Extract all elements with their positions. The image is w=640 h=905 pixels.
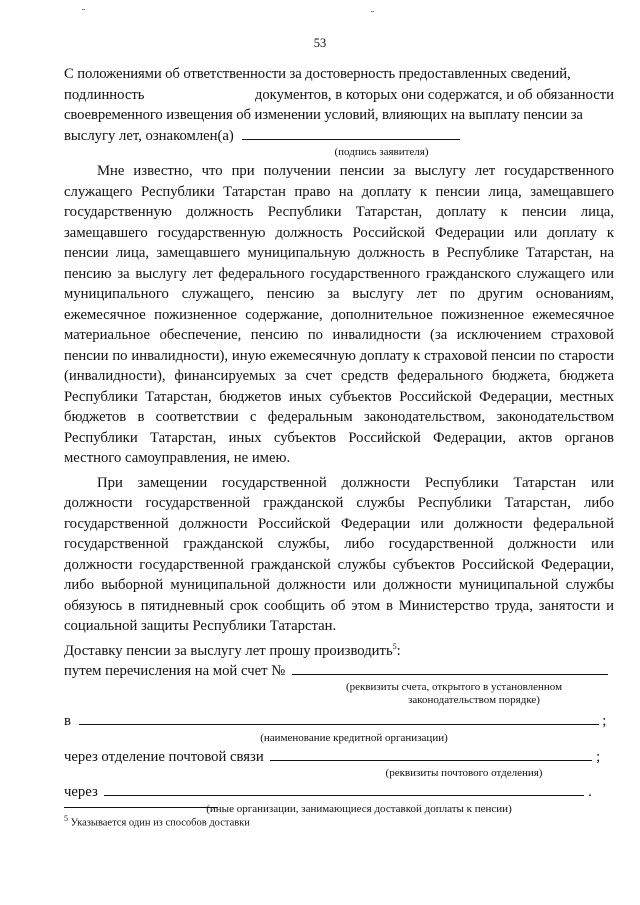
- other-row: [64, 782, 614, 803]
- caption-line: законодательством порядке): [408, 694, 540, 707]
- other-caption: (иные организации, занимающиеся доставкой доплаты к пенсии): [206, 802, 512, 815]
- signature-line: [64, 126, 614, 147]
- footnote-mark: 5: [392, 641, 397, 651]
- signature-field[interactable]: [242, 126, 460, 140]
- text-fragment: выслугу лет, ознакомлен(а): [64, 127, 234, 144]
- text-fragment: .: [588, 784, 592, 801]
- document-body: [64, 64, 614, 816]
- bank-caption: (наименование кредитной организации): [260, 731, 448, 744]
- text-fragment: ;: [602, 713, 607, 730]
- account-number-field[interactable]: [292, 661, 608, 675]
- bank-prefix: в: [64, 713, 71, 730]
- footnote-divider: [64, 807, 218, 808]
- signature-caption: (подпись заявителя): [334, 146, 429, 158]
- text-fragment: документов, в которых они содержатся, и об обязанности: [254, 86, 614, 103]
- acknowledgement-paragraph: [64, 64, 614, 159]
- page-number: 53: [313, 36, 327, 50]
- obligation-paragraph: При замещении государственной должности Республики Татарстан или должности государственной гражданской службы Республики Татарстан, либо государственной должности Российской Федерации или должности федеральной государственной гражданской службы, либо государственной должности или должности государственной гражданской службы субъектов Российской Федерации, либо выборной муниципальной должности или должности муниципальной службы обязуюсь в пятидневный срок сообщить об этом в Министерство труда, занятости и социальной защиты Республики Татарстан.: [64, 474, 614, 634]
- text-line: [64, 85, 614, 106]
- text-line: своевременного извещения об изменении условий, влияющих на выплату пенсии за: [64, 107, 583, 123]
- post-row: [64, 747, 614, 768]
- post-office-field[interactable]: [270, 747, 592, 761]
- footnote-number: 5: [64, 814, 68, 823]
- text-fragment: Доставку пенсии за выслугу лет прошу производить: [64, 642, 393, 659]
- caption-line: (реквизиты счета, открытого в установленном: [345, 681, 563, 694]
- delivery-intro: [64, 637, 614, 661]
- text-fragment: :: [396, 642, 401, 659]
- other-organization-field[interactable]: [104, 782, 584, 796]
- bank-row: [64, 711, 614, 732]
- footnote-text: Указывается один из способов доставки: [70, 817, 250, 829]
- scan-speck: [371, 11, 374, 12]
- statement-paragraph: Мне известно, что при получении пенсии за выслугу лет государственного служащего Республики Татарстан право на доплату к пенсии лица, замещавшего государственную должность Республики Татарстан, доплату к пенсии лица, замещавшего государственную должность Российской Федерации или доплату к пенсии лица, замещавшего муниципальную должность в Республике Татарстан, на пенсию за выслугу лет федерального государственного гражданского служащего или муниципального служащего, пенсию за выслугу лет по другим основаниям, ежемесячное пожизненное содержание, дополнительное пожизненное ежемесячное материальное обеспечение, пенсию по инвалидности (за исключением страховой пенсии по инвалидности), иную ежемесячную доплату к страховой пенсии по старости (инвалидности), финансируемых за счет средств федерального бюджета, бюджета Республики Татарстан, бюджетов иных субъектов Российской Федерации, местных бюджетов в соответствии с федеральным законодательством, законодательством Республики Татарстан, иных субъектов Российской Федерации, актов органов местного самоуправления, не имею.: [64, 163, 614, 466]
- scan-speck: [82, 9, 85, 10]
- text-fragment: ;: [596, 748, 601, 765]
- post-label: через отделение почтовой связи: [64, 748, 264, 765]
- text-line: С положениями об ответственности за достоверность предоставленных сведений,: [64, 66, 571, 82]
- post-caption: (реквизиты почтового отделения): [385, 767, 543, 780]
- other-label: через: [64, 784, 98, 801]
- bank-name-field[interactable]: [79, 711, 599, 725]
- account-label: путем перечисления на мой счет №: [64, 662, 286, 679]
- account-caption: [64, 681, 614, 707]
- delivery-section: [64, 637, 614, 816]
- footnote: [64, 814, 250, 829]
- text-fragment: подлинность: [64, 86, 145, 103]
- account-row: [64, 661, 614, 682]
